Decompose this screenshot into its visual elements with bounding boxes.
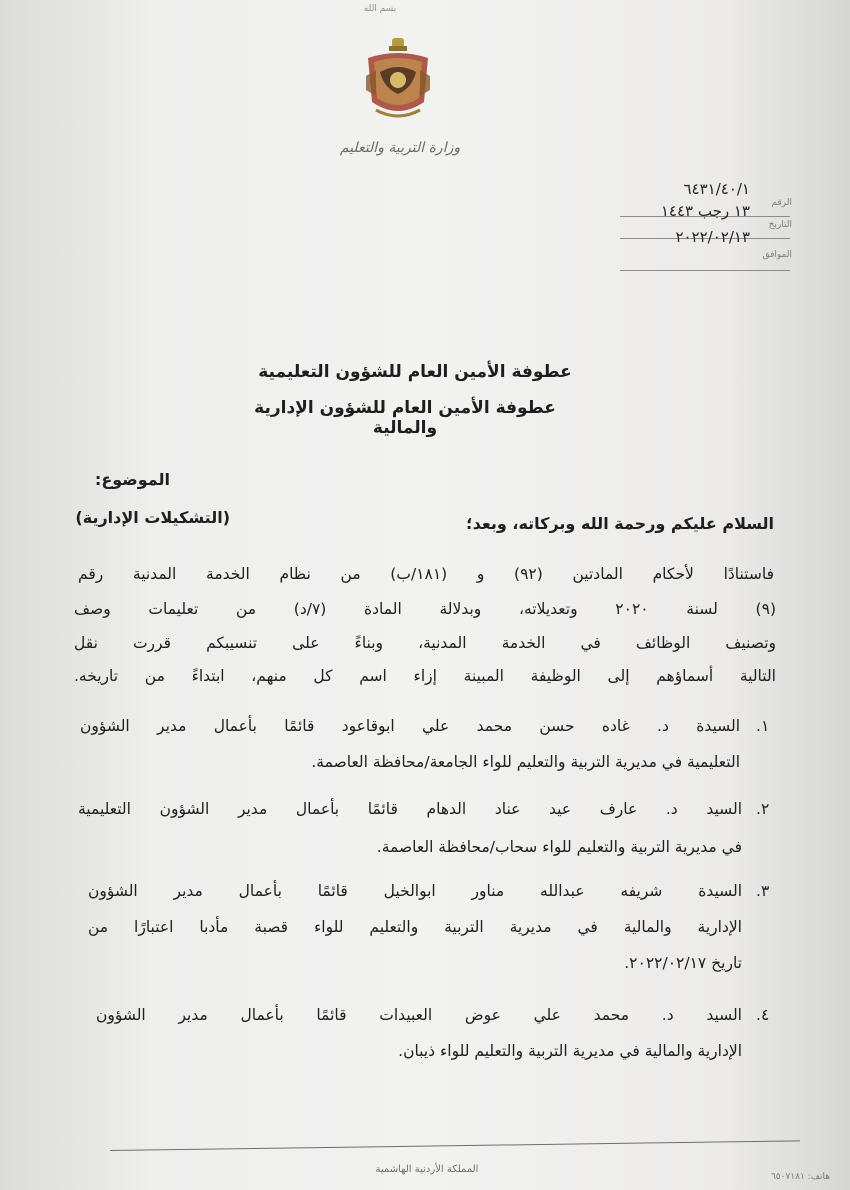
corresponding-rule bbox=[620, 270, 790, 271]
footer-kingdom: المملكة الأردنية الهاشمية bbox=[375, 1164, 479, 1175]
date-label: التاريخ bbox=[768, 220, 792, 230]
item-number-1: ١. bbox=[756, 717, 770, 735]
hijri-date: ١٣ رجب ١٤٤٣ bbox=[660, 202, 750, 220]
footer-rule bbox=[110, 1140, 800, 1151]
greeting: السلام عليكم ورحمة الله وبركاته، وبعد؛ bbox=[466, 514, 774, 533]
item-2-line-2: في مديرية التربية والتعليم للواء سحاب/محافظة العاصمة. bbox=[376, 838, 742, 856]
body-line-4: التالية أسماؤهم إلى الوظيفة المبينة إزاء اسم كل منهم، ابتداءً من تاريخه. bbox=[74, 667, 776, 685]
body-line-3: وتصنيف الوظائف في الخدمة المدنية، وبناءً على تنسيبكم قررت نقل bbox=[74, 634, 776, 652]
item-3-line-1: السيدة شريفه عبدالله مناور ابوالخيل قائمًا بأعمال مدير الشؤون bbox=[88, 882, 742, 900]
number-label: الرقم bbox=[771, 198, 792, 208]
item-4-line-1: السيد د. محمد علي عوض العبيدات قائمًا بأعمال مدير الشؤون bbox=[96, 1006, 742, 1024]
item-3-line-3: تاريخ ٢٠٢٢/٠٢/١٧. bbox=[624, 954, 742, 972]
body-line-1: فاستنادًا لأحكام المادتين (٩٢) و (١٨١/ب) من نظام الخدمة المدنية رقم bbox=[78, 565, 774, 583]
reference-block bbox=[612, 178, 792, 278]
item-3-line-2: الإدارية والمالية في مديرية التربية والتعليم للواء قصبة مأدبا اعتبارًا من bbox=[88, 918, 742, 936]
subject-label: الموضوع: bbox=[94, 470, 170, 489]
corresponding-label: الموافق bbox=[762, 250, 792, 260]
item-number-3: ٣. bbox=[756, 882, 770, 900]
item-1-line-2: التعليمية في مديرية التربية والتعليم للواء الجامعة/محافظة العاصمة. bbox=[311, 753, 740, 771]
gregorian-date: ٢٠٢٢/٠٢/١٣ bbox=[675, 228, 750, 246]
reference-number: ٦٤٣١/٤٠/١ bbox=[683, 180, 750, 198]
item-4-line-2: الإدارية والمالية في مديرية التربية والتعليم للواء ذيبان. bbox=[398, 1042, 742, 1060]
addressee-1: عطوفة الأمين العام للشؤون التعليمية bbox=[258, 362, 572, 382]
ministry-name: وزارة التربية والتعليم bbox=[339, 140, 461, 156]
body-line-2: (٩) لسنة ٢٠٢٠ وتعديلاته، وبدلالة المادة (٧/د) من تعليمات وصف bbox=[74, 600, 776, 618]
top-faint-text: بسم الله bbox=[363, 4, 397, 14]
item-1-line-1: السيدة د. غاده حسن محمد علي ابوقاعود قائمًا بأعمال مدير الشؤون bbox=[80, 717, 740, 735]
item-number-4: ٤. bbox=[756, 1006, 770, 1024]
addressee-2: عطوفة الأمين العام للشؤون الإدارية والمالية bbox=[254, 398, 556, 438]
item-2-line-1: السيد د. عارف عيد عناد الدهام قائمًا بأعمال مدير الشؤون التعليمية bbox=[78, 800, 742, 818]
coat-of-arms-logo bbox=[362, 36, 434, 126]
footer-phone: هاتف: ٦٥٠٧١٨١ bbox=[770, 1172, 830, 1182]
subject-text: (التشكيلات الإدارية) bbox=[75, 508, 230, 527]
item-number-2: ٢. bbox=[756, 800, 770, 818]
